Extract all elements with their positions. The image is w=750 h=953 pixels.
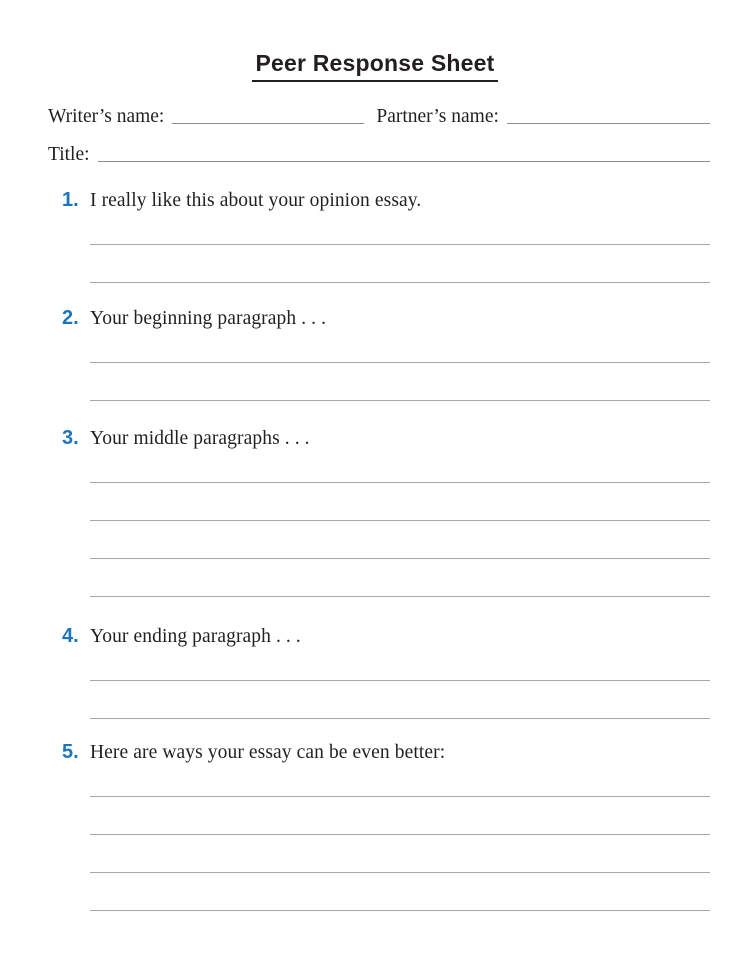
item-prompt: Here are ways your essay can be even better: — [90, 741, 446, 763]
writer-name-label: Writer’s name: — [48, 105, 165, 127]
partner-name-line — [507, 104, 710, 124]
item-header — [62, 305, 710, 332]
answer-lines — [90, 650, 710, 719]
answer-lines — [90, 766, 710, 911]
item-header — [62, 187, 710, 214]
worksheet-item-3 — [62, 425, 710, 597]
worksheet-items — [62, 187, 710, 911]
item-number: 3. — [62, 426, 79, 449]
item-number: 2. — [62, 306, 79, 329]
item-header — [62, 425, 710, 452]
item-prompt: I really like this about your opinion essay. — [90, 189, 422, 211]
answer-line — [90, 483, 710, 521]
answer-line — [90, 681, 710, 719]
answer-line — [90, 559, 710, 597]
worksheet-item-1 — [62, 187, 710, 283]
worksheet-item-2 — [62, 305, 710, 401]
answer-line — [90, 650, 710, 681]
item-prompt: Your middle paragraphs . . . — [90, 427, 310, 449]
page-title: Peer Response Sheet — [252, 50, 497, 82]
answer-line — [90, 452, 710, 483]
item-number: 5. — [62, 740, 79, 763]
worksheet-item-4 — [62, 623, 710, 719]
item-prompt: Your ending paragraph . . . — [90, 625, 301, 647]
answer-line — [90, 835, 710, 873]
title-label: Title: — [48, 143, 90, 165]
answer-line — [90, 245, 710, 283]
answer-line — [90, 332, 710, 363]
title-line — [98, 142, 710, 162]
answer-line — [90, 521, 710, 559]
answer-line — [90, 363, 710, 401]
answer-line — [90, 214, 710, 245]
item-header — [62, 623, 710, 650]
partner-name-label: Partner’s name: — [376, 105, 499, 127]
answer-lines — [90, 214, 710, 283]
names-row — [48, 104, 710, 129]
title-row — [48, 142, 710, 167]
item-number: 4. — [62, 624, 79, 647]
item-prompt: Your beginning paragraph . . . — [90, 307, 327, 329]
answer-lines — [90, 452, 710, 597]
item-number: 1. — [62, 188, 79, 211]
answer-line — [90, 873, 710, 911]
answer-line — [90, 766, 710, 797]
answer-lines — [90, 332, 710, 401]
item-header — [62, 739, 710, 766]
writer-name-line — [172, 104, 364, 124]
answer-line — [90, 797, 710, 835]
worksheet-item-5 — [62, 739, 710, 911]
